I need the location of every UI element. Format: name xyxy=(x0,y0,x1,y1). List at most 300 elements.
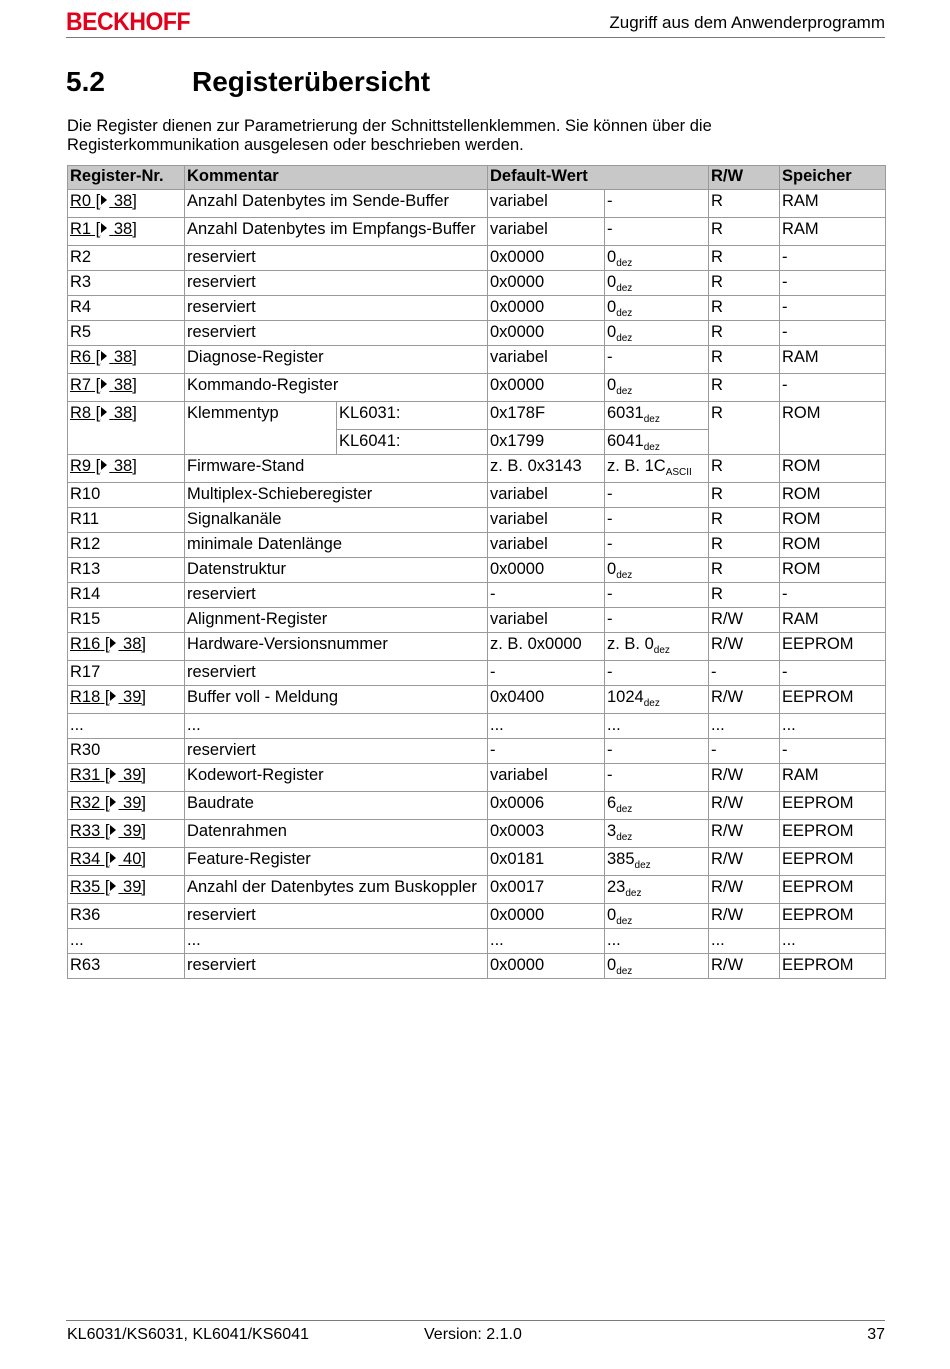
table-row xyxy=(68,876,886,904)
cell-default-dec xyxy=(605,929,709,954)
register-name: R8 xyxy=(70,404,92,422)
cell-variant-type: KL6031: xyxy=(337,402,488,430)
running-header-title: Zugriff aus dem Anwenderprogramm xyxy=(609,13,885,32)
register-link[interactable]: R34 [ 40] xyxy=(70,850,146,868)
cell-rw: - xyxy=(709,739,780,764)
table-row xyxy=(68,246,886,271)
cell-default-hex: 0x178F xyxy=(488,402,605,430)
cell-comment: Kommando-Register xyxy=(185,374,488,402)
table-row xyxy=(68,848,886,876)
cell-speicher: EEPROM xyxy=(780,633,886,661)
cell-default-hex: 0x0000 xyxy=(488,296,605,321)
table-row xyxy=(68,508,886,533)
cell-comment: Datenstruktur xyxy=(185,558,488,583)
cell-speicher: ROM xyxy=(780,508,886,533)
cell-rw: R xyxy=(709,321,780,346)
default-dec-value: 3 xyxy=(607,822,617,840)
cell-default-hex: 0x0003 xyxy=(488,820,605,848)
cell-default-hex: 0x0000 xyxy=(488,271,605,296)
footer-product: KL6031/KS6031, KL6041/KS6041 xyxy=(67,1326,309,1343)
cell-register xyxy=(68,321,185,346)
register-link[interactable]: R8 [ 38] xyxy=(70,404,137,422)
cell-default-dec xyxy=(605,633,709,661)
cell-comment: reserviert xyxy=(185,271,488,296)
register-name: R4 xyxy=(70,298,92,316)
cell-rw: R xyxy=(709,346,780,374)
cell-register xyxy=(68,246,185,271)
cell-speicher: EEPROM xyxy=(780,686,886,714)
table-row xyxy=(68,792,886,820)
cell-default-dec xyxy=(605,714,709,739)
register-page-ref: 40 xyxy=(123,850,142,868)
table-row xyxy=(68,321,886,346)
cell-speicher: EEPROM xyxy=(780,848,886,876)
header-default-wert: Default-Wert xyxy=(488,166,709,190)
default-dec-value: - xyxy=(607,741,613,759)
cell-register xyxy=(68,739,185,764)
register-name: R34 xyxy=(70,850,101,868)
table-row xyxy=(68,929,886,954)
table-row xyxy=(68,904,886,929)
cell-speicher: ROM xyxy=(780,455,886,483)
cell-default-hex: ... xyxy=(488,714,605,739)
register-name: R3 xyxy=(70,273,92,291)
table-row xyxy=(68,374,886,402)
cell-rw: R xyxy=(709,402,780,455)
default-dec-value: 0 xyxy=(607,273,617,291)
default-dec-unit: dez xyxy=(616,966,633,977)
page-arrow-icon xyxy=(101,460,107,470)
cell-register xyxy=(68,558,185,583)
cell-register xyxy=(68,820,185,848)
page-arrow-icon xyxy=(101,407,107,417)
default-dec-unit: dez xyxy=(616,386,633,397)
register-link[interactable]: R35 [ 39] xyxy=(70,878,146,896)
default-dec-value: 0 xyxy=(607,376,617,394)
cell-rw: ... xyxy=(709,714,780,739)
table-row xyxy=(68,346,886,374)
default-dec-value: 0 xyxy=(607,956,617,974)
cell-register xyxy=(68,374,185,402)
cell-comment: reserviert xyxy=(185,246,488,271)
cell-speicher: - xyxy=(780,583,886,608)
register-name: R9 xyxy=(70,457,92,475)
cell-rw: R xyxy=(709,455,780,483)
cell-default-hex: variabel xyxy=(488,190,605,218)
register-page-ref: 39 xyxy=(123,766,142,784)
header-register-nr: Register-Nr. xyxy=(68,166,185,190)
cell-comment: minimale Datenlänge xyxy=(185,533,488,558)
default-dec-value: - xyxy=(607,585,613,603)
default-dec-value: - xyxy=(607,192,613,210)
cell-comment: reserviert xyxy=(185,296,488,321)
default-dec-unit: ASCII xyxy=(665,467,692,478)
cell-comment: Multiplex-Schieberegister xyxy=(185,483,488,508)
header-speicher: Speicher xyxy=(780,166,886,190)
cell-default-dec xyxy=(605,321,709,346)
register-link[interactable]: R33 [ 39] xyxy=(70,822,146,840)
default-dec-value: ... xyxy=(607,931,621,949)
register-name: ... xyxy=(70,931,84,949)
cell-rw: R xyxy=(709,558,780,583)
page-arrow-icon xyxy=(110,881,116,891)
default-dec-value: z. B. 1C xyxy=(607,457,666,475)
register-name: R33 xyxy=(70,822,101,840)
default-dec-value: 0 xyxy=(607,906,617,924)
cell-register xyxy=(68,583,185,608)
register-name: R13 xyxy=(70,560,101,578)
cell-default-dec xyxy=(605,533,709,558)
register-link[interactable]: R7 [ 38] xyxy=(70,376,137,394)
cell-default-dec xyxy=(605,764,709,792)
default-dec-unit: dez xyxy=(643,414,660,425)
cell-default-dec xyxy=(605,583,709,608)
cell-default-hex: - xyxy=(488,661,605,686)
cell-default-dec xyxy=(605,190,709,218)
cell-default-hex: 0x0006 xyxy=(488,792,605,820)
table-row xyxy=(68,296,886,321)
register-page-ref: 38 xyxy=(113,376,133,394)
cell-default-dec xyxy=(605,346,709,374)
cell-comment: Baudrate xyxy=(185,792,488,820)
cell-default-dec xyxy=(605,820,709,848)
register-link[interactable]: R6 [ 38] xyxy=(70,348,137,366)
cell-default-dec xyxy=(605,848,709,876)
default-dec-unit: dez xyxy=(625,888,642,899)
cell-comment: reserviert xyxy=(185,321,488,346)
cell-comment: reserviert xyxy=(185,954,488,979)
default-dec-value: 0 xyxy=(607,248,617,266)
intro-paragraph: Die Register dienen zur Parametrierung der Schnittstellenklemmen. Sie können über die Registerkommunikation ausgelesen oder beschrieben werden. xyxy=(67,117,712,154)
default-dec-unit: dez xyxy=(616,804,633,815)
footer-divider xyxy=(66,1320,885,1321)
register-link[interactable]: R9 [ 38] xyxy=(70,457,137,475)
register-link[interactable]: R1 [ 38] xyxy=(70,220,137,238)
cell-default-hex: 0x0400 xyxy=(488,686,605,714)
default-dec-value: 0 xyxy=(607,298,617,316)
register-name: ... xyxy=(70,716,84,734)
register-name: R0 xyxy=(70,192,92,210)
table-row xyxy=(68,714,886,739)
cell-comment: Kodewort-Register xyxy=(185,764,488,792)
cell-comment: reserviert xyxy=(185,661,488,686)
default-dec-value: - xyxy=(607,220,613,238)
register-name: R11 xyxy=(70,510,100,528)
cell-register xyxy=(68,346,185,374)
header-rw: R/W xyxy=(709,166,780,190)
page-arrow-icon xyxy=(101,223,107,233)
cell-register xyxy=(68,218,185,246)
cell-default-hex: ... xyxy=(488,929,605,954)
cell-rw: R xyxy=(709,508,780,533)
cell-default-dec xyxy=(605,876,709,904)
cell-register xyxy=(68,954,185,979)
register-page-ref: 38 xyxy=(113,348,133,366)
register-name: R1 xyxy=(70,220,92,238)
cell-default-dec xyxy=(605,686,709,714)
cell-default-dec xyxy=(605,271,709,296)
cell-default-hex: variabel xyxy=(488,764,605,792)
cell-default-hex: 0x0017 xyxy=(488,876,605,904)
cell-speicher: EEPROM xyxy=(780,876,886,904)
default-dec-value: 6031 xyxy=(607,404,644,422)
cell-rw: R/W xyxy=(709,904,780,929)
cell-rw: R xyxy=(709,374,780,402)
cell-comment: Anzahl Datenbytes im Empfangs-Buffer xyxy=(185,218,488,246)
header-kommentar: Kommentar xyxy=(185,166,488,190)
cell-rw: R/W xyxy=(709,954,780,979)
register-name: R16 xyxy=(70,635,101,653)
table-row xyxy=(68,271,886,296)
cell-register xyxy=(68,483,185,508)
register-name: R36 xyxy=(70,906,101,924)
cell-rw: R/W xyxy=(709,876,780,904)
table-row xyxy=(68,218,886,246)
register-page-ref: 39 xyxy=(123,688,142,706)
table-header-row xyxy=(68,166,886,190)
cell-default-hex: - xyxy=(488,583,605,608)
cell-default-dec xyxy=(605,508,709,533)
register-page-ref: 38 xyxy=(113,404,133,422)
cell-default-hex: z. B. 0x3143 xyxy=(488,455,605,483)
table-row xyxy=(68,633,886,661)
cell-default-dec xyxy=(605,904,709,929)
register-link[interactable]: R32 [ 39] xyxy=(70,794,146,812)
cell-comment: Anzahl der Datenbytes zum Buskoppler xyxy=(185,876,488,904)
cell-comment: reserviert xyxy=(185,904,488,929)
register-name: R7 xyxy=(70,376,92,394)
default-dec-value: - xyxy=(607,485,613,503)
cell-register xyxy=(68,876,185,904)
table-row xyxy=(68,558,886,583)
cell-register xyxy=(68,190,185,218)
table-row xyxy=(68,820,886,848)
default-dec-value: 6 xyxy=(607,794,617,812)
register-table-body xyxy=(68,190,886,979)
cell-rw: - xyxy=(709,661,780,686)
cell-default-hex: - xyxy=(488,739,605,764)
register-link[interactable]: R0 [ 38] xyxy=(70,192,137,210)
register-link[interactable]: R18 [ 39] xyxy=(70,688,146,706)
cell-default-dec xyxy=(605,483,709,508)
cell-default-dec xyxy=(605,661,709,686)
cell-register xyxy=(68,271,185,296)
register-name: R10 xyxy=(70,485,101,503)
default-dec-value: - xyxy=(607,348,613,366)
default-dec-value: 23 xyxy=(607,878,626,896)
cell-register xyxy=(68,508,185,533)
cell-default-hex: 0x0000 xyxy=(488,904,605,929)
cell-speicher: ROM xyxy=(780,533,886,558)
cell-comment: Firmware-Stand xyxy=(185,455,488,483)
page-arrow-icon xyxy=(101,351,107,361)
register-table xyxy=(67,165,886,979)
default-dec-value: 0 xyxy=(607,560,617,578)
footer-version: Version: 2.1.0 xyxy=(424,1326,522,1343)
cell-comment: Diagnose-Register xyxy=(185,346,488,374)
cell-register xyxy=(68,608,185,633)
cell-speicher: RAM xyxy=(780,608,886,633)
cell-speicher: RAM xyxy=(780,346,886,374)
cell-register xyxy=(68,296,185,321)
register-name: R18 xyxy=(70,688,101,706)
cell-comment: Datenrahmen xyxy=(185,820,488,848)
register-name: R32 xyxy=(70,794,101,812)
cell-speicher: RAM xyxy=(780,190,886,218)
default-dec-unit: dez xyxy=(616,283,633,294)
table-row xyxy=(68,608,886,633)
cell-speicher: ... xyxy=(780,929,886,954)
default-dec-unit: dez xyxy=(643,698,660,709)
cell-variant-type: KL6041: xyxy=(337,430,488,455)
default-dec-value: 6041 xyxy=(607,432,644,450)
cell-register xyxy=(68,848,185,876)
cell-comment: Anzahl Datenbytes im Sende-Buffer xyxy=(185,190,488,218)
table-row xyxy=(68,483,886,508)
cell-speicher: - xyxy=(780,271,886,296)
cell-register xyxy=(68,792,185,820)
page-arrow-icon xyxy=(110,825,116,835)
default-dec-unit: dez xyxy=(616,570,633,581)
cell-default-hex: 0x0181 xyxy=(488,848,605,876)
register-page-ref: 38 xyxy=(113,457,133,475)
default-dec-value: 1024 xyxy=(607,688,644,706)
table-row xyxy=(68,533,886,558)
cell-register xyxy=(68,764,185,792)
cell-register xyxy=(68,661,185,686)
cell-rw: R xyxy=(709,190,780,218)
register-page-ref: 39 xyxy=(123,794,142,812)
cell-rw: ... xyxy=(709,929,780,954)
default-dec-value: ... xyxy=(607,716,621,734)
cell-default-hex: 0x0000 xyxy=(488,558,605,583)
cell-speicher: EEPROM xyxy=(780,820,886,848)
cell-register xyxy=(68,686,185,714)
default-dec-value: - xyxy=(607,535,613,553)
beckhoff-logo: BECKHOFF xyxy=(66,8,191,36)
default-dec-unit: dez xyxy=(616,258,633,269)
cell-default-hex: variabel xyxy=(488,533,605,558)
cell-default-dec xyxy=(605,954,709,979)
cell-default-hex: 0x1799 xyxy=(488,430,605,455)
table-row xyxy=(68,661,886,686)
register-link[interactable]: R31 [ 39] xyxy=(70,766,146,784)
cell-register xyxy=(68,904,185,929)
register-page-ref: 39 xyxy=(123,878,142,896)
default-dec-value: - xyxy=(607,510,613,528)
cell-rw: R/W xyxy=(709,608,780,633)
cell-rw: R xyxy=(709,218,780,246)
cell-comment: Signalkanäle xyxy=(185,508,488,533)
table-row xyxy=(68,686,886,714)
cell-speicher: ROM xyxy=(780,558,886,583)
default-dec-value: - xyxy=(607,663,613,681)
cell-speicher: RAM xyxy=(780,218,886,246)
register-name: R35 xyxy=(70,878,101,896)
cell-default-dec xyxy=(605,430,709,455)
cell-speicher: - xyxy=(780,296,886,321)
table-row xyxy=(68,739,886,764)
default-dec-unit: dez xyxy=(634,860,651,871)
cell-comment: Klemmentyp xyxy=(185,402,337,455)
default-dec-value: - xyxy=(607,610,613,628)
cell-register xyxy=(68,714,185,739)
default-dec-unit: dez xyxy=(616,333,633,344)
cell-rw: R xyxy=(709,533,780,558)
table-row xyxy=(68,455,886,483)
register-name: R5 xyxy=(70,323,92,341)
cell-speicher: - xyxy=(780,661,886,686)
section-number: 5.2 xyxy=(66,66,105,97)
cell-comment: Alignment-Register xyxy=(185,608,488,633)
table-row xyxy=(68,954,886,979)
cell-default-dec xyxy=(605,558,709,583)
cell-default-dec xyxy=(605,296,709,321)
page-arrow-icon xyxy=(101,195,107,205)
cell-default-dec xyxy=(605,608,709,633)
cell-speicher: EEPROM xyxy=(780,792,886,820)
cell-speicher: - xyxy=(780,246,886,271)
cell-comment: Buffer voll - Meldung xyxy=(185,686,488,714)
register-name: R15 xyxy=(70,610,101,628)
default-dec-value: - xyxy=(607,766,613,784)
cell-default-hex: z. B. 0x0000 xyxy=(488,633,605,661)
cell-default-hex: 0x0000 xyxy=(488,246,605,271)
default-dec-value: 385 xyxy=(607,850,635,868)
cell-register xyxy=(68,929,185,954)
cell-default-dec xyxy=(605,374,709,402)
page-arrow-icon xyxy=(110,769,116,779)
cell-default-hex: 0x0000 xyxy=(488,374,605,402)
page-number: 37 xyxy=(867,1326,885,1343)
cell-rw: R xyxy=(709,246,780,271)
table-row xyxy=(68,402,886,430)
cell-rw: R/W xyxy=(709,686,780,714)
table-row xyxy=(68,190,886,218)
page-arrow-icon xyxy=(101,379,107,389)
page-arrow-icon xyxy=(110,638,116,648)
cell-default-hex: variabel xyxy=(488,218,605,246)
cell-rw: R/W xyxy=(709,792,780,820)
page-arrow-icon xyxy=(110,853,116,863)
cell-default-hex: variabel xyxy=(488,483,605,508)
default-dec-value: 0 xyxy=(607,323,617,341)
cell-register xyxy=(68,402,185,455)
register-page-ref: 39 xyxy=(123,822,142,840)
cell-default-dec xyxy=(605,218,709,246)
cell-default-hex: 0x0000 xyxy=(488,321,605,346)
table-row xyxy=(68,583,886,608)
cell-comment: reserviert xyxy=(185,739,488,764)
register-page-ref: 38 xyxy=(123,635,142,653)
cell-comment: Hardware-Versionsnummer xyxy=(185,633,488,661)
default-dec-unit: dez xyxy=(616,832,633,843)
register-name: R30 xyxy=(70,741,101,759)
register-link[interactable]: R16 [ 38] xyxy=(70,635,146,653)
cell-rw: R xyxy=(709,583,780,608)
cell-rw: R/W xyxy=(709,820,780,848)
register-name: R63 xyxy=(70,956,101,974)
cell-speicher: ... xyxy=(780,714,886,739)
header-divider xyxy=(66,37,885,38)
register-name: R17 xyxy=(70,663,101,681)
cell-speicher: EEPROM xyxy=(780,954,886,979)
register-name: R14 xyxy=(70,585,101,603)
cell-default-hex: variabel xyxy=(488,508,605,533)
cell-speicher: EEPROM xyxy=(780,904,886,929)
page-arrow-icon xyxy=(110,691,116,701)
cell-rw: R xyxy=(709,483,780,508)
